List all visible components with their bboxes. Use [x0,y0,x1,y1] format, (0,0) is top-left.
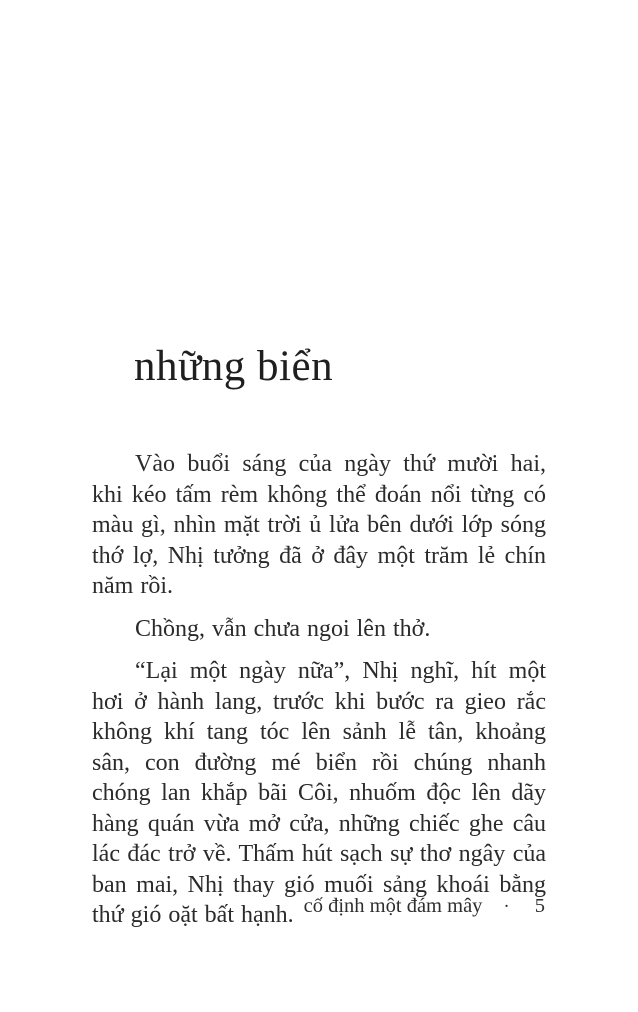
running-book-title: cố định một đám mây [303,895,483,917]
body-text [92,449,546,943]
page-footer [304,892,545,921]
paragraph: Vào buổi sáng của ngày thứ mười hai, khi kéo tấm rèm không thể đoán nổi từng có màu gì, nhìn mặt trời ủ lửa bên dưới lớp sóng thớ lợ, Nhị tưởng đã ở đây một trăm lẻ chín năm rồi. [92,451,546,599]
paragraph: “Lại một ngày nữa”, Nhị nghĩ, hít một hơi ở hành lang, trước khi bước ra gieo rắc không khí tang tóc lên sảnh lễ tân, khoảng sân, con đường mé biển rồi chúng nhanh chóng lan khắp bãi Côi, nhuốm độc lên dãy hàng quán vừa mở cửa, những chiếc ghe câu lác đác trở về. Thấm hút sạch sự thơ ngây của ban mai, Nhị thay gió muối sảng khoái bằng thứ gió oặt bất hạnh. [92,658,546,928]
chapter-title: những biển [134,343,334,390]
paragraph: Chồng, vẫn chưa ngoi lên thở. [135,615,431,642]
page-number: 5 [534,895,545,917]
footer-separator-dot: · [503,896,510,917]
